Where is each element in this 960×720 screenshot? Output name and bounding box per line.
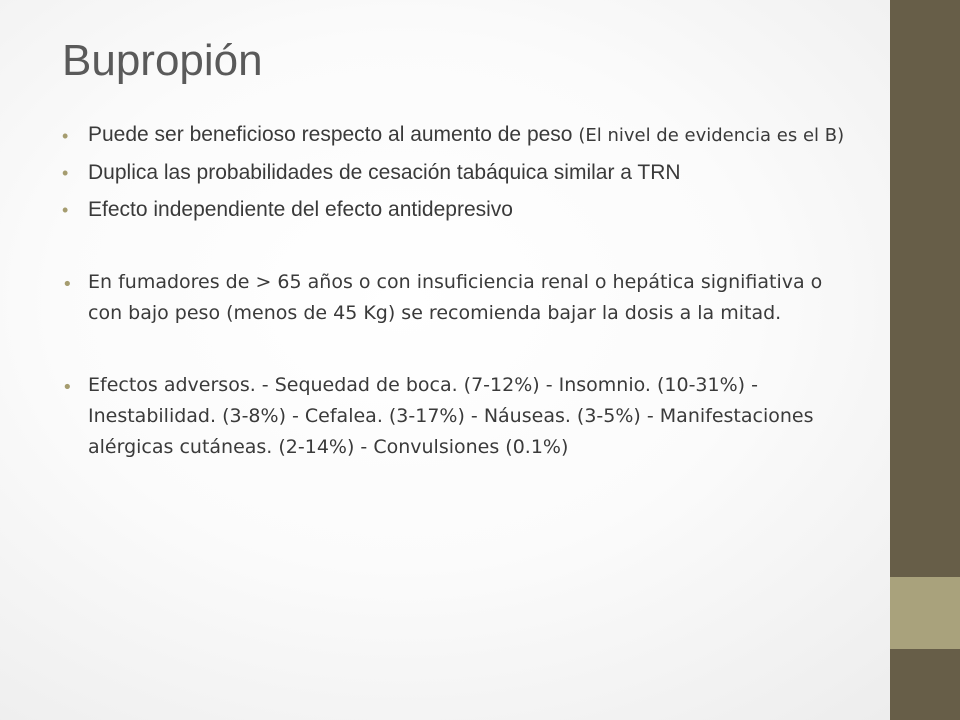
bullet-text: Puede ser beneficioso respecto al aumento de peso: [88, 123, 579, 146]
bullet-icon: •: [62, 200, 69, 220]
bullet-list: [62, 120, 862, 463]
bullet-icon: •: [62, 126, 69, 146]
bullet-item: [62, 370, 862, 463]
bullet-item: [62, 159, 862, 186]
bullet-note: (El nivel de evidencia es el B): [578, 125, 845, 146]
bullet-icon: •: [62, 274, 73, 295]
bullet-item: [62, 120, 862, 150]
bullet-item: [62, 196, 862, 223]
bullet-text: En fumadores de > 65 años o con insuficiencia renal o hepática signifiativa o con bajo peso (menos de 45 Kg) se recomienda bajar la dosis a la mitad.: [88, 271, 823, 324]
bullet-icon: •: [62, 377, 73, 398]
bullet-text: Efectos adversos. - Sequedad de boca. (7-12%) - Insomnio. (10-31%) - Inestabilidad. (3-8%) - Cefalea. (3-17%) - Náuseas. (3-5%) - Manifestaciones alérgicas cutáneas. (2-14%) - Convulsiones (0.1%): [88, 374, 814, 458]
slide-title: Bupropión: [62, 36, 263, 85]
bullet-icon: •: [62, 163, 69, 183]
bullet-text: Efecto independiente del efecto antidepresivo: [88, 198, 513, 221]
bullet-item: [62, 267, 862, 329]
side-decor-accent: [890, 577, 960, 649]
bullet-text: Duplica las probabilidades de cesación tabáquica similar a TRN: [88, 161, 681, 184]
